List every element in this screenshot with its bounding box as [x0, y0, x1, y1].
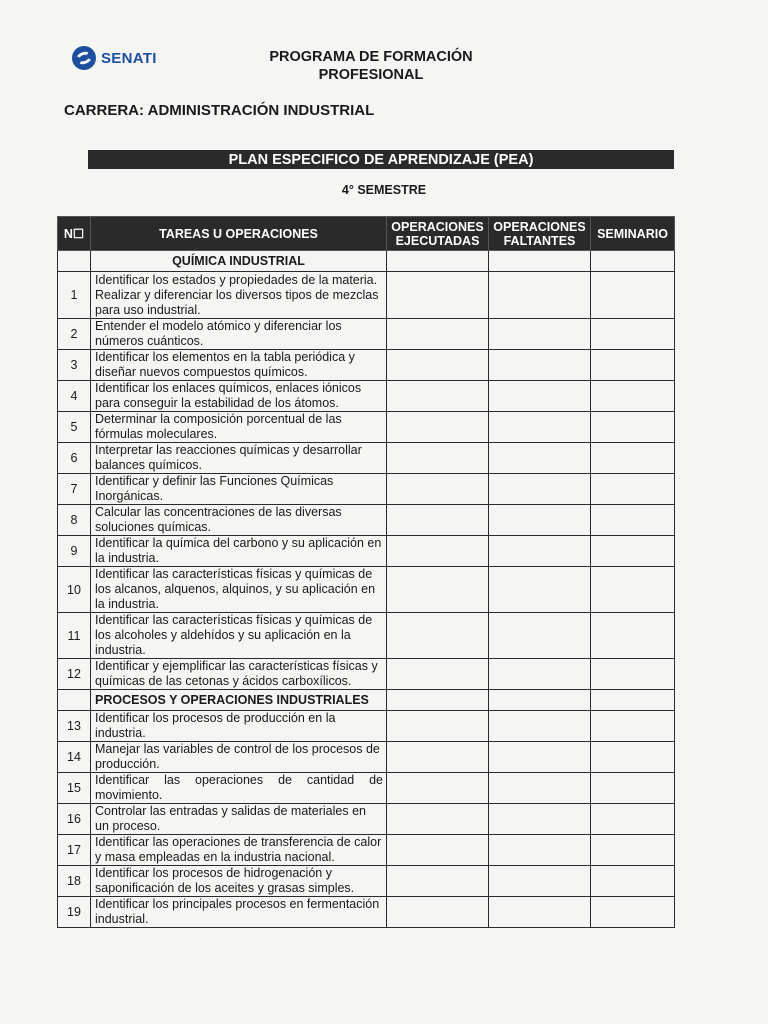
- seminar-cell[interactable]: [591, 866, 675, 897]
- missing-cell[interactable]: [489, 835, 591, 866]
- row-number: 10: [58, 567, 91, 613]
- seminar-cell[interactable]: [591, 804, 675, 835]
- missing-cell[interactable]: [489, 319, 591, 350]
- seminar-cell[interactable]: [591, 711, 675, 742]
- missing-cell[interactable]: [489, 536, 591, 567]
- missing-cell[interactable]: [489, 804, 591, 835]
- executed-cell[interactable]: [387, 804, 489, 835]
- plan-title-bar: [88, 150, 674, 169]
- row-number: 1: [58, 272, 91, 319]
- col-header-missing-line1: OPERACIONES: [493, 219, 586, 234]
- seminar-cell[interactable]: [591, 613, 675, 659]
- row-task: Manejar las variables de control de los procesos de producción.: [91, 742, 387, 773]
- row-number: 4: [58, 381, 91, 412]
- row-task: Determinar la composición porcentual de las fórmulas moleculares.: [91, 412, 387, 443]
- col-header-missing-line2: FALTANTES: [503, 233, 576, 248]
- row-task: Identificar los procesos de producción en la industria.: [91, 711, 387, 742]
- row-task: Controlar las entradas y salidas de materiales en un proceso.: [91, 804, 387, 835]
- missing-cell[interactable]: [489, 272, 591, 319]
- row-number: 15: [58, 773, 91, 804]
- missing-cell[interactable]: [489, 659, 591, 690]
- table-row: [58, 897, 675, 928]
- career-title: CARRERA: ADMINISTRACIÓN INDUSTRIAL: [64, 102, 375, 119]
- missing-cell[interactable]: [489, 773, 591, 804]
- row-task: Identificar los principales procesos en fermentación industrial.: [91, 897, 387, 928]
- row-number: 13: [58, 711, 91, 742]
- section-title: PROCESOS Y OPERACIONES INDUSTRIALES: [91, 690, 387, 711]
- section-row: [58, 251, 675, 272]
- col-header-seminar: SEMINARIO: [591, 217, 675, 251]
- section-row: [58, 690, 675, 711]
- table-header-row: [58, 217, 675, 251]
- executed-cell[interactable]: [387, 773, 489, 804]
- missing-cell[interactable]: [489, 711, 591, 742]
- table-row: [58, 474, 675, 505]
- missing-cell[interactable]: [489, 381, 591, 412]
- logo-text: SENATI: [101, 49, 157, 67]
- row-number: 2: [58, 319, 91, 350]
- table-row: [58, 505, 675, 536]
- row-number: 3: [58, 350, 91, 381]
- senati-logo: [72, 46, 157, 70]
- missing-cell[interactable]: [489, 613, 591, 659]
- executed-cell[interactable]: [387, 272, 489, 319]
- row-number: 14: [58, 742, 91, 773]
- row-task: Calcular las concentraciones de las diversas soluciones químicas.: [91, 505, 387, 536]
- seminar-cell[interactable]: [591, 567, 675, 613]
- missing-cell[interactable]: [489, 866, 591, 897]
- missing-cell[interactable]: [489, 443, 591, 474]
- executed-cell[interactable]: [387, 835, 489, 866]
- missing-cell[interactable]: [489, 505, 591, 536]
- table-row: [58, 350, 675, 381]
- col-header-tasks: TAREAS U OPERACIONES: [91, 217, 387, 251]
- executed-cell[interactable]: [387, 711, 489, 742]
- seminar-cell[interactable]: [591, 319, 675, 350]
- row-task: Interpretar las reacciones químicas y desarrollar balances químicos.: [91, 443, 387, 474]
- executed-cell[interactable]: [387, 897, 489, 928]
- executed-cell[interactable]: [387, 319, 489, 350]
- col-header-executed-line1: OPERACIONES: [391, 219, 484, 234]
- table-row: [58, 567, 675, 613]
- executed-cell[interactable]: [387, 505, 489, 536]
- seminar-cell[interactable]: [591, 505, 675, 536]
- table-row: [58, 613, 675, 659]
- table-row: [58, 659, 675, 690]
- missing-cell[interactable]: [489, 897, 591, 928]
- executed-cell[interactable]: [387, 866, 489, 897]
- semester-label: 4° SEMESTRE: [341, 183, 427, 197]
- row-number: 5: [58, 412, 91, 443]
- seminar-cell[interactable]: [591, 897, 675, 928]
- col-header-missing: [489, 217, 591, 251]
- row-number: 8: [58, 505, 91, 536]
- table-row: [58, 412, 675, 443]
- missing-cell[interactable]: [489, 474, 591, 505]
- operations-table: [57, 216, 675, 928]
- senati-logo-icon: [72, 46, 96, 70]
- row-number: 7: [58, 474, 91, 505]
- table-row: [58, 866, 675, 897]
- section-title: QUÍMICA INDUSTRIAL: [91, 251, 387, 272]
- seminar-cell[interactable]: [591, 835, 675, 866]
- table-row: [58, 272, 675, 319]
- row-task: Identificar las características físicas y químicas de los alcoholes y aldehídos y su aplicación en la industria.: [91, 613, 387, 659]
- table-row: [58, 443, 675, 474]
- seminar-cell[interactable]: [591, 742, 675, 773]
- table-row: [58, 536, 675, 567]
- plan-title: PLAN ESPECIFICO DE APRENDIZAJE (PEA): [228, 151, 534, 168]
- row-number: 6: [58, 443, 91, 474]
- table-row: [58, 804, 675, 835]
- col-header-executed: [387, 217, 489, 251]
- row-number: 17: [58, 835, 91, 866]
- executed-cell[interactable]: [387, 381, 489, 412]
- seminar-cell[interactable]: [591, 659, 675, 690]
- row-number: 16: [58, 804, 91, 835]
- seminar-cell[interactable]: [591, 474, 675, 505]
- missing-cell[interactable]: [489, 567, 591, 613]
- row-number: 18: [58, 866, 91, 897]
- row-number: 19: [58, 897, 91, 928]
- executed-cell[interactable]: [387, 536, 489, 567]
- row-task: Identificar las características físicas y químicas de los alcanos, alquenos, alquinos, y su aplicación en la industria.: [91, 567, 387, 613]
- row-task: Entender el modelo atómico y diferenciar los números cuánticos.: [91, 319, 387, 350]
- table-row: [58, 711, 675, 742]
- row-task: Identificar y definir las Funciones Químicas Inorgánicas.: [91, 474, 387, 505]
- row-task: Identificar los enlaces químicos, enlaces iónicos para conseguir la estabilidad de los átomos.: [91, 381, 387, 412]
- seminar-cell[interactable]: [591, 412, 675, 443]
- table-row: [58, 835, 675, 866]
- seminar-cell[interactable]: [591, 272, 675, 319]
- seminar-cell[interactable]: [591, 350, 675, 381]
- missing-cell[interactable]: [489, 350, 591, 381]
- missing-cell[interactable]: [489, 412, 591, 443]
- executed-cell[interactable]: [387, 474, 489, 505]
- row-task: Identificar los procesos de hidrogenación y saponificación de los aceites y grasas simples.: [91, 866, 387, 897]
- seminar-cell[interactable]: [591, 381, 675, 412]
- executed-cell[interactable]: [387, 443, 489, 474]
- row-task: Identificar las operaciones de transferencia de calor y masa empleadas en la industria nacional.: [91, 835, 387, 866]
- col-header-num: N☐: [58, 217, 91, 251]
- row-task: Identificar los elementos en la tabla periódica y diseñar nuevos compuestos químicos.: [91, 350, 387, 381]
- executed-cell[interactable]: [387, 659, 489, 690]
- seminar-cell[interactable]: [591, 773, 675, 804]
- row-task: Identificar las operaciones de cantidad de movimiento.: [91, 773, 387, 804]
- table-row: [58, 773, 675, 804]
- row-number: 9: [58, 536, 91, 567]
- col-header-executed-line2: EJECUTADAS: [395, 233, 480, 248]
- executed-cell[interactable]: [387, 350, 489, 381]
- executed-cell[interactable]: [387, 742, 489, 773]
- row-task: Identificar la química del carbono y su aplicación en la industria.: [91, 536, 387, 567]
- program-title-line1: PROGRAMA DE FORMACIÓN: [269, 49, 473, 65]
- executed-cell[interactable]: [387, 412, 489, 443]
- executed-cell[interactable]: [387, 567, 489, 613]
- seminar-cell[interactable]: [591, 443, 675, 474]
- missing-cell[interactable]: [489, 742, 591, 773]
- row-number: 12: [58, 659, 91, 690]
- table-row: [58, 381, 675, 412]
- table-row: [58, 319, 675, 350]
- row-task: Identificar los estados y propiedades de la materia. Realizar y diferenciar los diversos tipos de mezclas para uso industrial.: [91, 272, 387, 319]
- program-title: [266, 48, 476, 84]
- table-row: [58, 742, 675, 773]
- seminar-cell[interactable]: [591, 536, 675, 567]
- executed-cell[interactable]: [387, 613, 489, 659]
- program-title-line2: PROFESIONAL: [318, 67, 424, 83]
- row-number: 11: [58, 613, 91, 659]
- row-task: Identificar y ejemplificar las características físicas y químicas de las cetonas y ácidos carboxílicos.: [91, 659, 387, 690]
